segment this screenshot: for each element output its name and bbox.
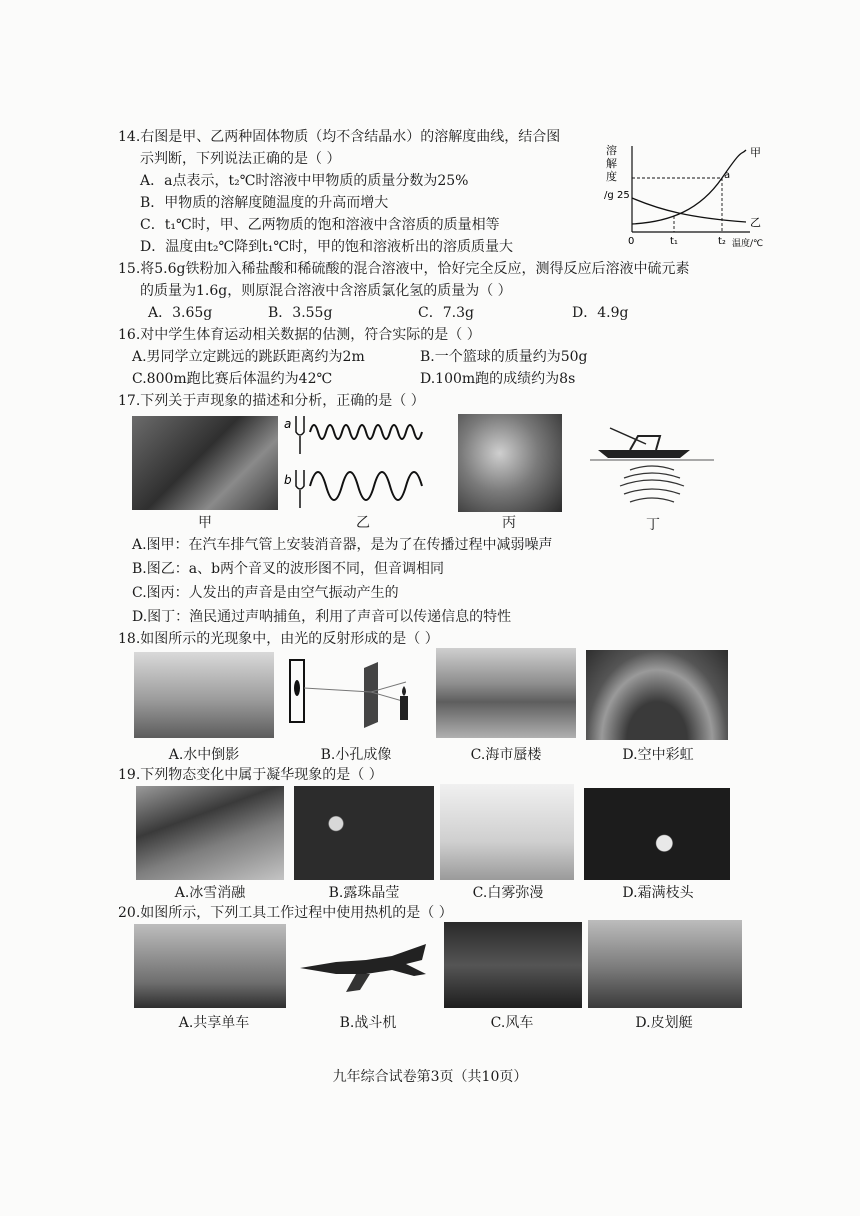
windmill-image [444,922,582,1008]
q16-stem: 16.对中学生体育运动相关数据的估测，符合实际的是（ ） [118,327,481,343]
q17-stem: 17.下列关于声现象的描述和分析，正确的是（ ） [118,393,425,409]
q16-option-c: C.800m跑比赛后体温约为42℃ [132,371,333,387]
shared-bicycle-image [134,924,286,1008]
solubility-graph [600,140,780,252]
rainbow-image [586,650,728,740]
q18-option-a: A.水中倒影 [168,747,240,763]
q17-option-b: B.图乙：a、b两个音叉的波形图不同，但音调相同 [132,561,445,577]
waveform-b [310,472,422,500]
q17-option-c: C.图丙：人发出的声音是由空气振动产生的 [132,585,399,601]
q17-caption-ding: 丁 [646,517,660,533]
pinhole-imaging-illustration [286,652,426,738]
tuning-fork-waveforms [284,414,434,512]
q16-option-a: A.男同学立定跳远的跳跃距离约为2m [132,349,365,365]
q15-stem-line1: 15.将5.6g铁粉加入稀盐酸和稀硫酸的混合溶液中，恰好完全反应，测得反应后溶液中硫元素 [118,261,690,277]
q14-option-a: A．a点表示，t₂℃时溶液中甲物质的质量分数为25% [140,173,469,189]
q15-stem-line2: 的质量为1.6g，则原混合溶液中含溶质氯化氢的质量为（ ） [140,283,512,299]
graph-t2: t₂ [718,236,726,247]
waveform-a [310,425,422,439]
q17-caption-bing: 丙 [502,515,516,531]
q14-option-d: D．温度由t₂℃降到t₁℃时，甲的饱和溶液析出的溶质质量大 [140,239,514,255]
sonar-fishing-illustration [590,414,714,512]
kayak-image [588,920,742,1008]
tuning-fork-b-icon [296,470,304,508]
q16-option-d: D.100m跑的成绩约为8s [420,371,576,387]
q14-stem-line1: 14.右图是甲、乙两种固体物质（均不含结晶水）的溶解度曲线，结合图 [118,129,561,145]
q15-option-c: C．7.3g [418,305,474,321]
child-shouting-image [458,414,562,512]
fog-image [440,784,574,880]
tuning-fork-a-icon [296,416,304,454]
fork-b-label: b [284,473,292,487]
curve-yi [632,198,746,222]
q15-option-d: D．4.9g [572,305,629,321]
mirage-image [436,648,576,738]
q18-stem: 18.如图所示的光现象中，由光的反射形成的是（ ） [118,631,439,647]
melting-snow-image [136,786,284,880]
fork-a-label: a [284,417,292,431]
frost-branch-image [584,788,730,880]
graph-origin: 0 [628,236,635,247]
q20-option-c: C.风车 [490,1015,534,1031]
graph-yunit: /g [604,190,614,201]
q17-option-a: A.图甲：在汽车排气管上安装消音器，是为了在传播过程中减弱噪声 [132,537,553,553]
graph-point-a: a [724,170,731,181]
q19-stem: 19.下列物态变化中属于凝华现象的是（ ） [118,767,383,783]
graph-xlabel: 温度/℃ [732,239,764,249]
sonar-waves [620,466,684,502]
graph-ylabel-3: 度 [606,170,617,183]
q17-option-d: D.图丁：渔民通过声呐捕鱼，利用了声音可以传递信息的特性 [132,609,512,625]
q14-option-b: B．甲物质的溶解度随温度的升高而增大 [140,195,389,211]
graph-ytick-25: 25 [617,190,630,201]
fighter-jet-illustration [296,930,436,1004]
q19-option-d: D.霜满枝头 [622,885,694,901]
water-reflection-image [134,652,274,738]
q17-caption-jia: 甲 [198,515,212,531]
q17-caption-yi: 乙 [356,515,370,531]
q15-option-a: A．3.65g [148,305,213,321]
q15-option-b: B．3.55g [268,305,333,321]
fighter-jet-icon [300,944,426,976]
q18-option-d: D.空中彩虹 [622,747,694,763]
q20-option-a: A.共享单车 [178,1015,250,1031]
q20-stem: 20.如图所示，下列工具工作过程中使用热机的是（ ） [118,905,453,921]
q16-option-b: B.一个篮球的质量约为50g [420,349,588,365]
q18-option-c: C.海市蜃楼 [470,747,542,763]
q20-option-d: D.皮划艇 [635,1015,693,1031]
dewdrops-image [294,786,434,880]
q14-option-c: C．t₁℃时，甲、乙两物质的饱和溶液中含溶质的质量相等 [140,217,500,233]
q19-option-b: B.露珠晶莹 [328,885,400,901]
graph-label-jia: 甲 [750,146,761,159]
candle-icon [402,686,406,696]
graph-label-yi: 乙 [750,216,761,229]
graph-ylabel-2: 解 [606,157,617,170]
q20-option-b: B.战斗机 [339,1015,397,1031]
q18-option-b: B.小孔成像 [320,747,392,763]
page-footer: 九年综合试卷第3页（共10页） [332,1069,528,1085]
q19-option-a: A.冰雪消融 [174,885,246,901]
q19-option-c: C.白雾弥漫 [472,885,544,901]
car-exhaust-image [132,416,278,510]
curve-jia [632,150,746,224]
boat-icon [598,450,690,458]
graph-t1: t₁ [670,236,678,247]
q14-stem-line2: 示判断，下列说法正确的是（ ） [140,151,341,167]
graph-ylabel-1: 溶 [606,144,617,157]
